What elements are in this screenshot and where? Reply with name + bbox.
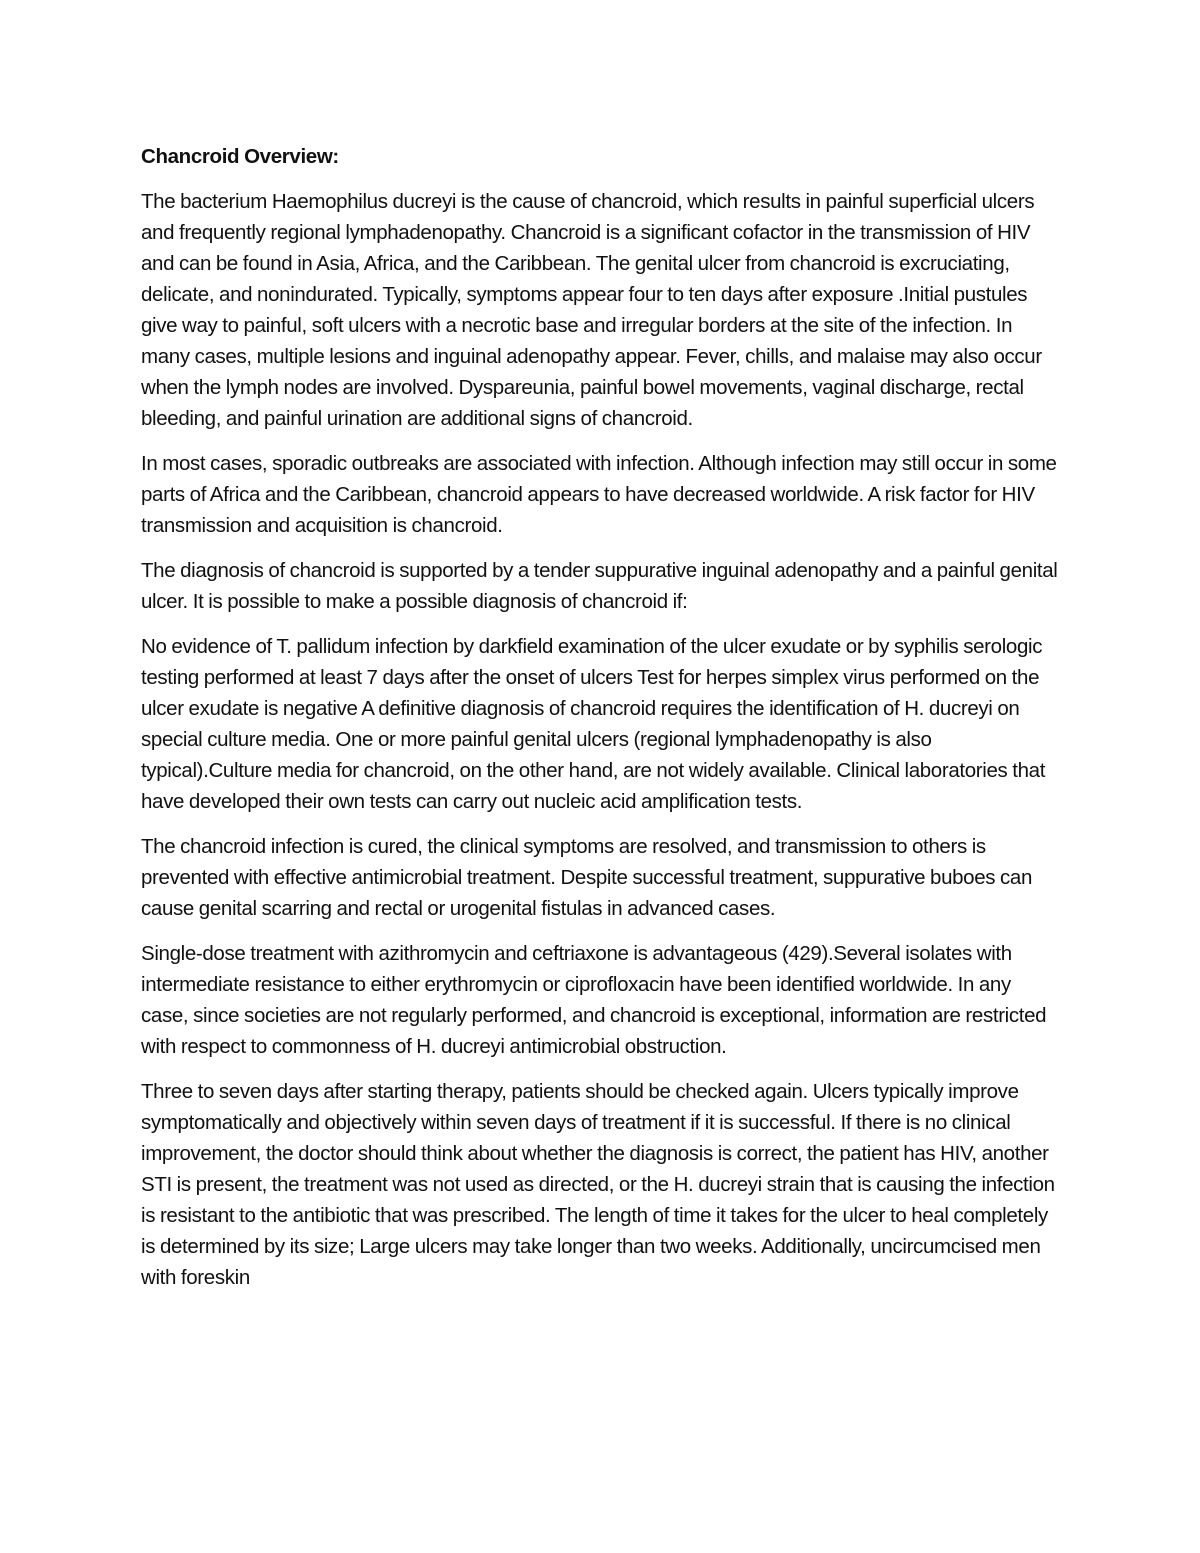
paragraph-2: In most cases, sporadic outbreaks are associated with infection. Although infection may still occur in some parts of Africa and the Caribbean, chancroid appears to have decreased worldwide. A risk factor for HIV transmission and acquisition is chancroid. [141,452,1057,537]
paragraph-4: No evidence of T. pallidum infection by darkfield examination of the ulcer exudate or by syphilis serologic testing performed at least 7 days after the onset of ulcers Test for herpes simplex virus performed on the ulcer exudate is negative A definitive diagnosis of chancroid requires the identification of H. ducreyi on special culture media. One or more painful genital ulcers (regional lymphadenopathy is also typical).Culture media for chancroid, on the other hand, are not widely available. Clinical laboratories that have developed their own tests can carry out nucleic acid amplification tests. [141,635,1046,813]
document-title: Chancroid Overview: [141,145,339,168]
paragraph-6: Single-dose treatment with azithromycin and ceftriaxone is advantageous (429).Several isolates with intermediate resistance to either erythromycin or ciprofloxacin have been identified worldwide. In any case, since societies are not regularly performed, and chancroid is exceptional, information are restricted with respect to commonness of H. ducreyi antimicrobial obstruction. [141,942,1047,1058]
paragraph-1: The bacterium Haemophilus ducreyi is the cause of chancroid, which results in painful superficial ulcers and frequently regional lymphadenopathy. Chancroid is a significant cofactor in the transmission of HIV and can be found in Asia, Africa, and the Caribbean. The genital ulcer from chancroid is excruciating, delicate, and nonindurated. Typically, symptoms appear four to ten days after exposure .Initial pustules give way to painful, soft ulcers with a necrotic base and irregular borders at the site of the infection. In many cases, multiple lesions and inguinal adenopathy appear. Fever, chills, and malaise may also occur when the lymph nodes are involved. Dyspareunia, painful bowel movements, vaginal discharge, rectal bleeding, and painful urination are additional signs of chancroid. [141,190,1042,430]
paragraph-7: Three to seven days after starting therapy, patients should be checked again. Ulcers typically improve symptomatically and objectively within seven days of treatment if it is successful. If there is no clinical improvement, the doctor should think about whether the diagnosis is correct, the patient has HIV, another STI is present, the treatment was not used as directed, or the H. ducreyi strain that is causing the infection is resistant to the antibiotic that was prescribed. The length of time it takes for the ulcer to heal completely is determined by its size; Large ulcers may take longer than two weeks. Additionally, uncircumcised men with foreskin [141,1080,1055,1289]
paragraph-3: The diagnosis of chancroid is supported by a tender suppurative inguinal adenopathy and a painful genital ulcer. It is possible to make a possible diagnosis of chancroid if: [141,559,1058,613]
document-body [141,141,1061,1307]
paragraph-5: The chancroid infection is cured, the clinical symptoms are resolved, and transmission to others is prevented with effective antimicrobial treatment. Despite successful treatment, suppurative buboes can cause genital scarring and rectal or urogenital fistulas in advanced cases. [141,835,1033,920]
